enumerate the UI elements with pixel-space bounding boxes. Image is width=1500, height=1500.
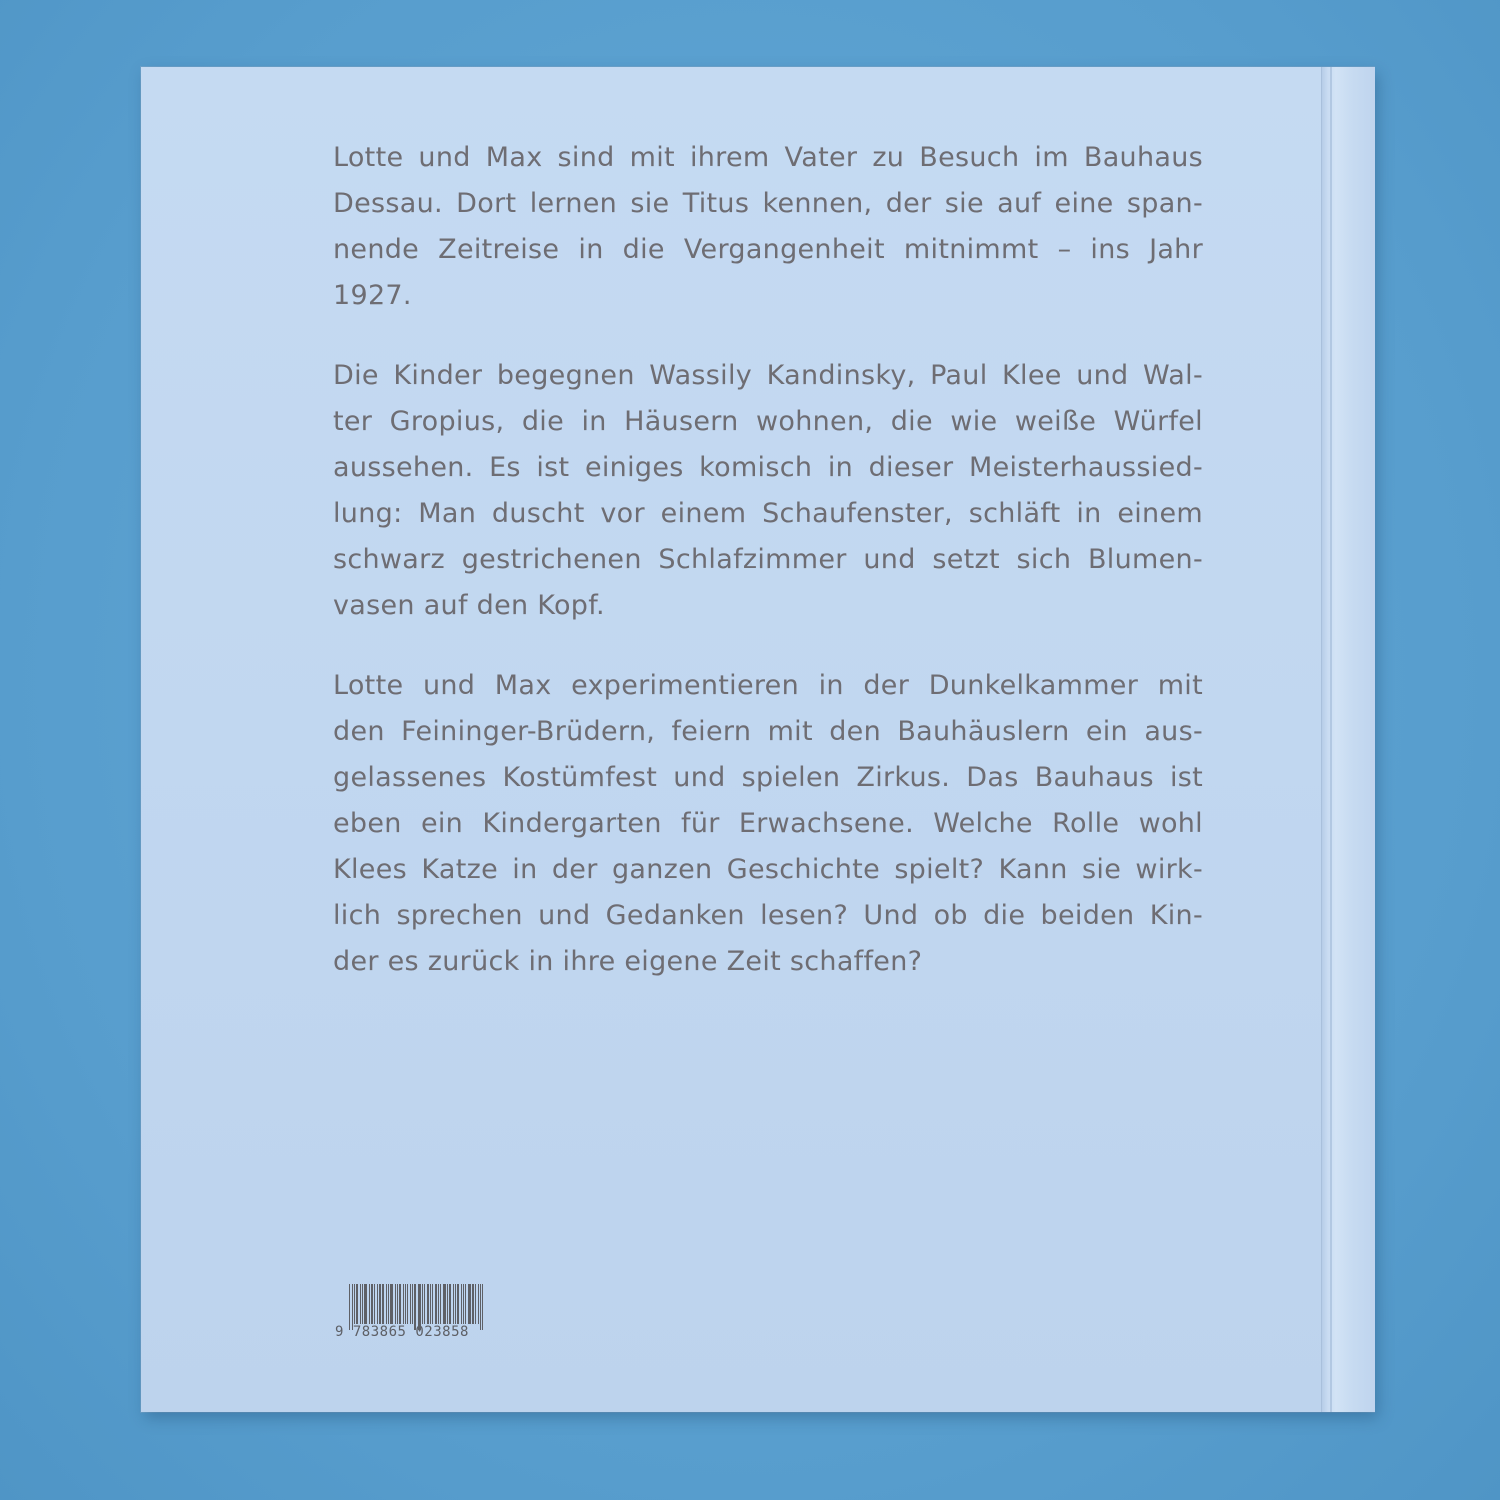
- barcode-bar: [356, 1284, 358, 1324]
- barcode-bar: [390, 1284, 393, 1324]
- barcode-bar: [371, 1284, 373, 1324]
- barcode-bar: [382, 1284, 384, 1324]
- blurb-line: nende Zeitreise in die Vergangenheit mitnimmt – ins Jahr: [333, 234, 1203, 265]
- barcode-bar: [478, 1284, 479, 1324]
- barcode-bar: [424, 1284, 425, 1324]
- barcode-bar: [377, 1284, 378, 1324]
- blurb-line: den Feininger-Brüdern, feiern mit den Bauhäuslern ein aus-: [333, 716, 1203, 747]
- isbn-barcode: [335, 1284, 505, 1344]
- barcode-bar: [397, 1284, 398, 1324]
- blurb-paragraph-3: [333, 663, 1203, 985]
- barcode-bar: [432, 1284, 433, 1324]
- barcode-bar: [360, 1284, 361, 1324]
- barcode-bar: [443, 1284, 446, 1324]
- barcode-bar: [388, 1284, 389, 1324]
- barcode-bar: [438, 1284, 439, 1324]
- barcode-bar: [435, 1284, 437, 1324]
- blurb-paragraph-1: [333, 135, 1203, 319]
- barcode-bar: [374, 1284, 375, 1324]
- barcode-bar: [354, 1284, 355, 1324]
- barcode-bar: [430, 1284, 431, 1324]
- barcode-bar: [386, 1284, 387, 1324]
- blurb-line: Die Kinder begegnen Wassily Kandinsky, Paul Klee und Wal-: [333, 360, 1203, 391]
- book-back-cover: [141, 67, 1374, 1412]
- blurb-line: ter Gropius, die in Häusern wohnen, die wie weiße Würfel: [333, 406, 1203, 437]
- blurb-line: Lotte und Max experimentieren in der Dunkelkammer mit: [333, 670, 1203, 701]
- blurb-line: aussehen. Es ist einiges komisch in dieser Meisterhaussied-: [333, 452, 1203, 483]
- barcode-bar: [395, 1284, 396, 1324]
- barcode-bar: [440, 1284, 441, 1324]
- barcode-bar: [405, 1284, 406, 1324]
- barcode-bar: [482, 1284, 483, 1330]
- barcode-bar: [468, 1284, 471, 1324]
- barcode-bar: [422, 1284, 423, 1324]
- blurb-line: schwarz gestrichenen Schlafzimmer und setzt sich Blumen-: [333, 544, 1203, 575]
- barcode-bar: [362, 1284, 363, 1324]
- blurb-line: Dessau. Dort lernen sie Titus kennen, der sie auf eine span-: [333, 188, 1203, 219]
- barcode-bar: [412, 1284, 413, 1324]
- barcode-bar: [447, 1284, 448, 1324]
- blurb-paragraph-2: [333, 353, 1203, 629]
- barcode-bar: [449, 1284, 451, 1324]
- barcode-bar: [472, 1284, 474, 1324]
- blurb-line: gelassenes Kostümfest und spielen Zirkus. Das Bauhaus ist: [333, 762, 1203, 793]
- barcode-bar: [480, 1284, 481, 1330]
- book-spine-hinge: [1321, 67, 1375, 1412]
- barcode-bar: [461, 1284, 462, 1324]
- barcode-bar: [364, 1284, 367, 1324]
- blurb-line: 1927.: [333, 280, 412, 311]
- blurb-line: Lotte und Max sind mit ihrem Vater zu Besuch im Bauhaus: [333, 142, 1203, 173]
- barcode-digits: 9 783865 023858: [335, 1324, 469, 1340]
- blurb-line: lich sprechen und Gedanken lesen? Und ob die beiden Kin-: [333, 900, 1203, 931]
- barcode-bar: [427, 1284, 429, 1324]
- barcode-bar: [455, 1284, 456, 1324]
- barcode-bar: [453, 1284, 454, 1324]
- barcode-bar: [465, 1284, 466, 1324]
- barcode-bars: [349, 1284, 501, 1326]
- blurb-line: der es zurück in ihre eigene Zeit schaffen?: [333, 946, 923, 977]
- blurb-line: eben ein Kindergarten für Erwachsene. Welche Rolle wohl: [333, 808, 1203, 839]
- barcode-bar: [463, 1284, 464, 1324]
- barcode-bar: [399, 1284, 401, 1324]
- barcode-bar: [369, 1284, 370, 1324]
- blurb-line: Klees Katze in der ganzen Geschichte spielt? Kann sie wirk-: [333, 854, 1203, 885]
- barcode-bar: [410, 1284, 411, 1324]
- blurb-line: vasen auf den Kopf.: [333, 590, 605, 621]
- barcode-bar: [379, 1284, 381, 1324]
- blurb-line: lung: Man duscht vor einem Schaufenster, schläft in einem: [333, 498, 1203, 529]
- barcode-bar: [403, 1284, 404, 1324]
- barcode-bar: [457, 1284, 459, 1324]
- blurb-text: [333, 135, 1203, 1019]
- barcode-bar: [475, 1284, 476, 1324]
- barcode-bar: [407, 1284, 408, 1324]
